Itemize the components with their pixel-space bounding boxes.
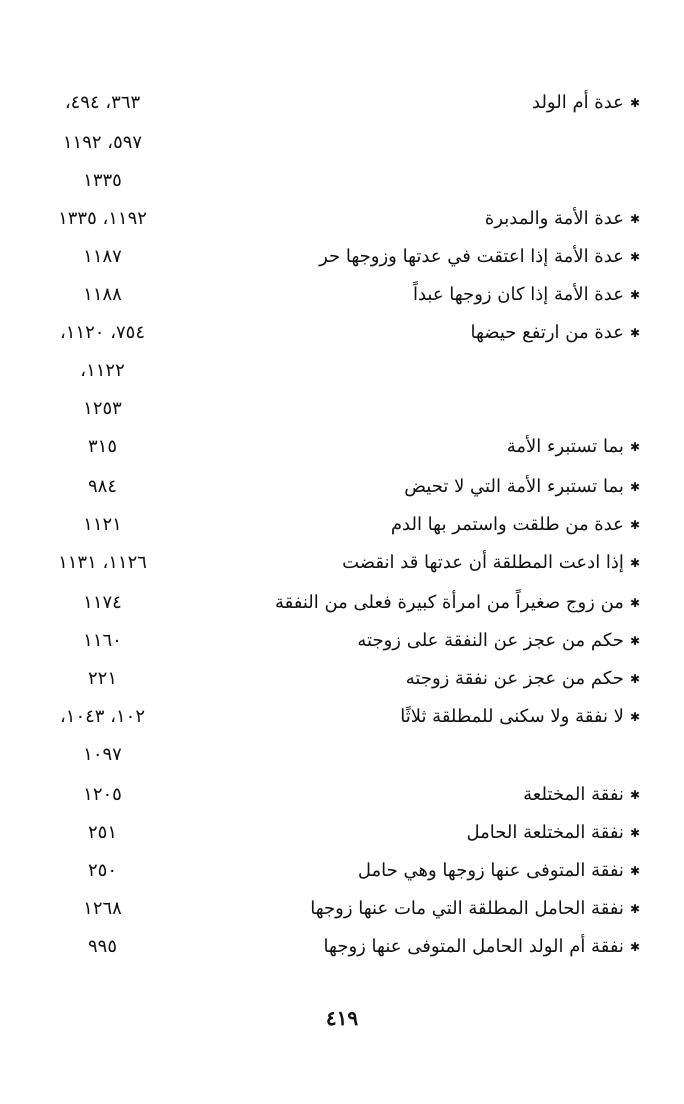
index-entry <box>40 736 640 774</box>
entry-pages: ١١٧٤ <box>83 592 122 613</box>
asterisk-bullet-icon: ✱ <box>629 96 640 110</box>
index-entry <box>40 162 640 200</box>
entry-pages: ٥٩٧، ١١٩٢ <box>62 132 143 153</box>
entry-topic <box>406 660 640 698</box>
entry-topic <box>404 468 640 506</box>
entry-pages: ١١٦٠ <box>83 630 122 651</box>
entry-pages: ٣١٥ <box>87 436 117 457</box>
index-entry <box>40 928 640 966</box>
entry-topic <box>357 622 640 660</box>
index-entry <box>40 890 640 928</box>
entry-topic-text: بما تستبرء الأمة <box>506 436 624 457</box>
entry-pages: ١٠٩٧ <box>83 744 122 765</box>
entry-topic <box>319 238 640 276</box>
asterisk-bullet-icon: ✱ <box>629 940 640 954</box>
index-entry <box>40 314 640 352</box>
entry-topic-text: نفقة المختلعة الحامل <box>466 822 624 843</box>
entry-pages: ١١٢٦، ١١٣١ <box>58 552 147 573</box>
entry-topic <box>391 506 640 544</box>
entry-topic-text: نفقة المختلعة <box>523 784 624 805</box>
entry-pages: ١٠٢، ١٠٤٣، <box>59 706 146 727</box>
entry-pages: ٢٢١ <box>87 668 117 689</box>
asterisk-bullet-icon: ✱ <box>629 902 640 916</box>
entry-topic-text: حكم من عجز عن نفقة زوجته <box>405 668 624 689</box>
asterisk-bullet-icon: ✱ <box>629 864 640 878</box>
index-entry <box>40 506 640 544</box>
entry-topic-text: نفقة الحامل المطلقة التي مات عنها زوجها <box>310 898 624 919</box>
entry-pages: ١٢٠٥ <box>83 784 122 805</box>
entry-pages: ١٢٥٣ <box>83 398 122 419</box>
entry-topic-text: نفقة المتوفى عنها زوجها وهي حامل <box>357 860 624 881</box>
index-entry <box>40 84 640 122</box>
index-entry <box>40 776 640 814</box>
entry-topic-text: بما تستبرء الأمة التي لا تحيض <box>404 476 624 497</box>
asterisk-bullet-icon: ✱ <box>629 440 640 454</box>
entry-topic-text: عدة الأمة إذا كان زوجها عبداً <box>412 284 624 305</box>
index-entry <box>40 468 640 506</box>
asterisk-bullet-icon: ✱ <box>629 788 640 802</box>
asterisk-bullet-icon: ✱ <box>629 288 640 302</box>
entry-topic-text: عدة الأمة إذا اعتقت في عدتها وزوجها حر <box>319 246 624 267</box>
entry-topic <box>358 852 640 890</box>
entry-topic <box>275 584 640 622</box>
index-entry <box>40 622 640 660</box>
entry-topic <box>467 814 640 852</box>
asterisk-bullet-icon: ✱ <box>629 518 640 532</box>
asterisk-bullet-icon: ✱ <box>629 480 640 494</box>
entry-pages: ٢٥١ <box>87 822 117 843</box>
index-entry <box>40 660 640 698</box>
entry-pages: ٩٨٤ <box>87 476 117 497</box>
asterisk-bullet-icon: ✱ <box>629 634 640 648</box>
entry-pages: ٩٩٥ <box>87 936 117 957</box>
asterisk-bullet-icon: ✱ <box>629 710 640 724</box>
index-entry <box>40 428 640 466</box>
asterisk-bullet-icon: ✱ <box>629 250 640 264</box>
entry-topic-text: إذا ادعت المطلقة أن عدتها قد انقضت <box>342 552 624 573</box>
index-entry <box>40 698 640 736</box>
entry-topic-text: نفقة أم الولد الحامل المتوفى عنها زوجها <box>323 936 624 957</box>
page-number: ٤١٩ <box>325 1006 359 1030</box>
entry-pages: ١١٨٧ <box>83 246 122 267</box>
asterisk-bullet-icon: ✱ <box>629 556 640 570</box>
entry-topic <box>400 698 640 736</box>
index-entry <box>40 124 640 162</box>
index-entry <box>40 544 640 582</box>
asterisk-bullet-icon: ✱ <box>629 326 640 340</box>
asterisk-bullet-icon: ✱ <box>629 826 640 840</box>
entry-pages: ٣٦٣، ٤٩٤، <box>64 92 141 113</box>
entry-topic <box>324 928 640 966</box>
index-entry <box>40 352 640 390</box>
index-entry <box>40 852 640 890</box>
entry-pages: ١١٨٨ <box>83 284 122 305</box>
index-entry <box>40 200 640 238</box>
entry-topic-text: لا نفقة ولا سكنى للمطلقة ثلاثًا <box>400 706 624 727</box>
entry-pages: ١٣٣٥ <box>83 170 122 191</box>
entry-pages: ١١٢٢، <box>80 360 125 381</box>
entry-topic-text: عدة أم الولد <box>532 92 624 113</box>
index-entry <box>40 238 640 276</box>
entry-pages: ١١٩٢، ١٣٣٥ <box>58 208 147 229</box>
entry-topic <box>523 776 640 814</box>
entry-topic-text: عدة من ارتفع حيضها <box>470 322 624 343</box>
entry-pages: ١١٢١ <box>83 514 122 535</box>
entry-topic <box>470 314 640 352</box>
entry-topic-text: عدة من طلقت واستمر بها الدم <box>390 514 624 535</box>
entry-pages: ٢٥٠ <box>87 860 117 881</box>
entry-topic <box>485 200 640 238</box>
entry-topic <box>310 890 640 928</box>
asterisk-bullet-icon: ✱ <box>629 672 640 686</box>
index-entry <box>40 584 640 622</box>
index-entry <box>40 390 640 428</box>
entry-pages: ٧٥٤، ١١٢٠، <box>59 322 146 343</box>
entry-pages: ١٢٦٨ <box>83 898 122 919</box>
entry-topic <box>413 276 640 314</box>
entry-topic <box>532 84 640 122</box>
entry-topic-text: حكم من عجز عن النفقة على زوجته <box>357 630 624 651</box>
entry-topic <box>507 428 640 466</box>
index-entry <box>40 276 640 314</box>
entry-topic-text: عدة الأمة والمدبرة <box>484 208 624 229</box>
entry-topic <box>342 544 640 582</box>
asterisk-bullet-icon: ✱ <box>629 596 640 610</box>
asterisk-bullet-icon: ✱ <box>629 212 640 226</box>
entry-topic-text: من زوج صغيراً من امرأة كبيرة فعلى من النفقة <box>274 592 624 613</box>
index-entry <box>40 814 640 852</box>
